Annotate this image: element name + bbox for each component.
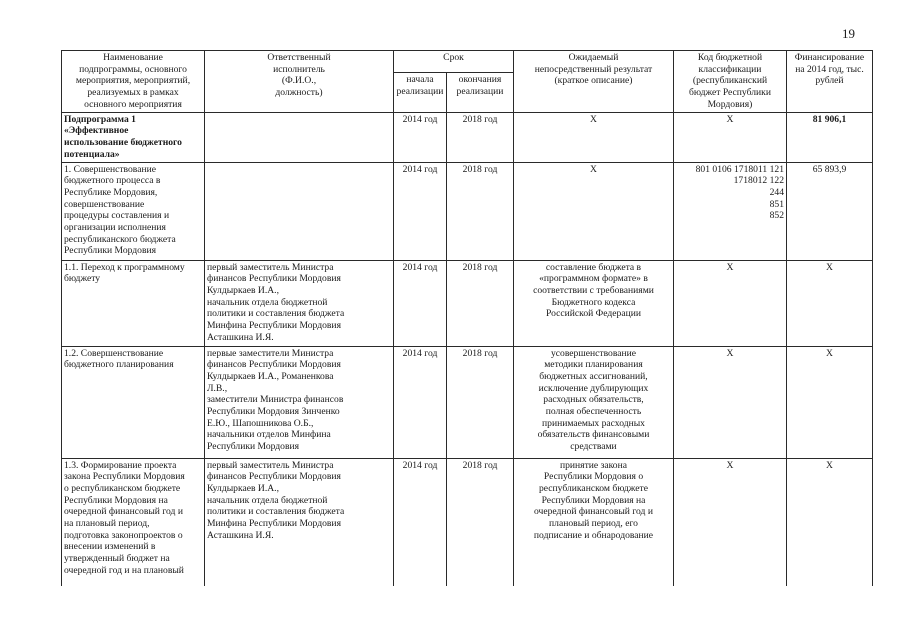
row-result: X xyxy=(514,162,674,260)
row-start: 2014 год xyxy=(394,458,447,586)
row-name: 1.3. Формирование проекта закона Республики Мордовия о республиканском бюджете Республики Мордовия на очередной финансовый год и на плановый период, подготовка законопроектов о внесении изменений в утвержденный бюджет на очередной год и на плановый xyxy=(62,458,205,586)
header-finance: Финансирование на 2014 год, тыс. рублей xyxy=(787,51,873,113)
row-name: Подпрограмма 1 «Эффективное использование бюджетного потенциала» xyxy=(62,112,205,162)
header-result: Ожидаемый непосредственный результат (краткое описание) xyxy=(514,51,674,113)
row-finance: 65 893,9 xyxy=(787,162,873,260)
table-row xyxy=(62,162,873,260)
program-table xyxy=(61,50,873,586)
page-number: 19 xyxy=(842,26,855,41)
row-executor: первые заместители Министра финансов Республики Мордовия Кулдыркаев И.А., Романенкова Л.В., заместители Министра финансов Республики Мордовия Зинченко Е.Ю., Шапошникова О.Б., начальники отделов Минфина Республики Мордовия xyxy=(205,346,394,458)
row-executor xyxy=(205,112,394,162)
row-code: X xyxy=(674,346,787,458)
row-start: 2014 год xyxy=(394,112,447,162)
row-end: 2018 год xyxy=(447,260,514,346)
row-code: X xyxy=(674,112,787,162)
header-end: окончания реализации xyxy=(447,73,514,113)
row-finance: 81 906,1 xyxy=(787,112,873,162)
row-end: 2018 год xyxy=(447,458,514,586)
row-code: X xyxy=(674,260,787,346)
row-finance: X xyxy=(787,260,873,346)
header-row xyxy=(62,51,873,73)
row-result: усовершенствование методики планирования бюджетных ассигнований, исключение дублирующих расходных обязательств, полная обеспеченность принимаемых расходных обязательств финансовыми средствами xyxy=(514,346,674,458)
header-name: Наименование подпрограммы, основного мероприятия, мероприятий, реализуемых в рамках основного мероприятия xyxy=(62,51,205,113)
table-row xyxy=(62,458,873,586)
header-term: Срок xyxy=(394,51,514,73)
header-code: Код бюджетной классификации (республиканский бюджет Республики Мордовия) xyxy=(674,51,787,113)
row-start: 2014 год xyxy=(394,162,447,260)
row-code: X xyxy=(674,458,787,586)
row-finance: X xyxy=(787,346,873,458)
row-end: 2018 год xyxy=(447,346,514,458)
row-finance: X xyxy=(787,458,873,586)
row-name: 1.2. Совершенствование бюджетного планирования xyxy=(62,346,205,458)
header-executor: Ответственный исполнитель (Ф.И.О., должность) xyxy=(205,51,394,113)
table-row xyxy=(62,112,873,162)
row-executor: первый заместитель Министра финансов Республики Мордовия Кулдыркаев И.А., начальник отдела бюджетной политики и составления бюджета Минфина Республики Мордовия Асташкина И.Я. xyxy=(205,260,394,346)
table-row xyxy=(62,260,873,346)
row-executor: первый заместитель Министра финансов Республики Мордовия Кулдыркаев И.А., начальник отдела бюджетной политики и составления бюджета Минфина Республики Мордовия Асташкина И.Я. xyxy=(205,458,394,586)
header-start: начала реализации xyxy=(394,73,447,113)
row-name: 1.1. Переход к программному бюджету xyxy=(62,260,205,346)
table-row xyxy=(62,346,873,458)
row-end: 2018 год xyxy=(447,112,514,162)
row-executor xyxy=(205,162,394,260)
row-result: составление бюджета в «программном формате» в соответствии с требованиями Бюджетного кодекса Российской Федерации xyxy=(514,260,674,346)
row-start: 2014 год xyxy=(394,346,447,458)
row-result: X xyxy=(514,112,674,162)
row-end: 2018 год xyxy=(447,162,514,260)
row-result: принятие закона Республики Мордовия о республиканском бюджете Республики Мордовия на очередной финансовый год и плановый период, его подписание и обнародование xyxy=(514,458,674,586)
row-name: 1. Совершенствование бюджетного процесса в Республике Мордовия, совершенствование процедуры составления и организации исполнения республиканского бюджета Республики Мордовия xyxy=(62,162,205,260)
row-code: 801 0106 1718011 121 1718012 122 244 851 852 xyxy=(674,162,787,260)
row-start: 2014 год xyxy=(394,260,447,346)
